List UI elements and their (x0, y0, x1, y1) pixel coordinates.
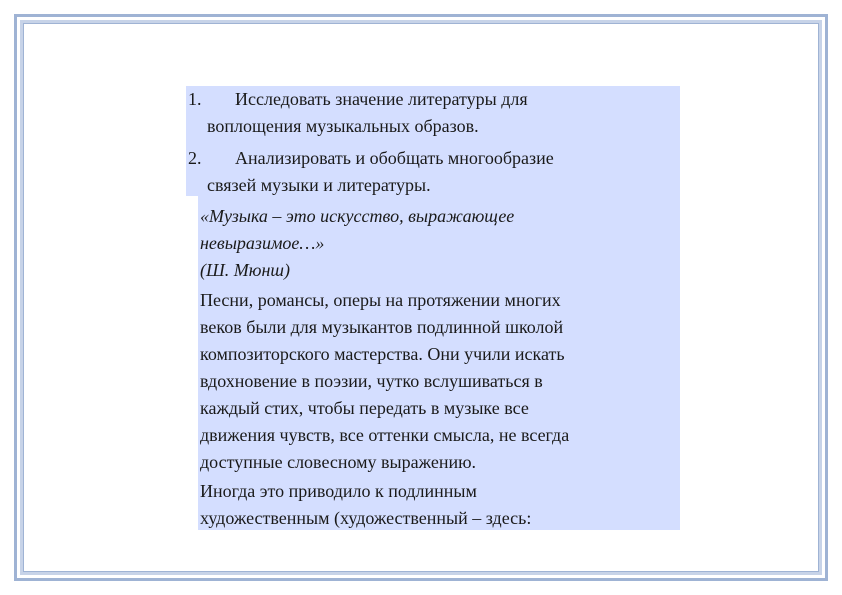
goal-number: 1. (188, 89, 202, 109)
epigraph-quote (200, 203, 670, 284)
paragraph-1 (200, 287, 670, 476)
quote-line: «Музыка – это искусство, выражающее (200, 206, 515, 226)
quote-author: (Ш. Мюнш) (200, 260, 290, 280)
goal-number: 2. (188, 148, 202, 168)
quote-line: невыразимое…» (200, 233, 325, 253)
paragraph-line: Песни, романсы, оперы на протяжении многих (200, 290, 561, 310)
paragraph-line: доступные словесному выражению. (200, 452, 477, 472)
paragraph-line: Иногда это приводило к подлинным (200, 481, 477, 501)
paragraph-line: каждый стих, чтобы передать в музыке все (200, 398, 529, 418)
paragraph-line: веков были для музыкантов подлинной школой (200, 317, 564, 337)
goal-item-1 (188, 86, 668, 140)
paragraph-line: композиторского мастерства. Они учили искать (200, 344, 565, 364)
goal-item-2 (188, 145, 668, 199)
paragraph-2 (200, 478, 670, 532)
paragraph-line: художественным (художественный – здесь: (200, 508, 532, 528)
goal-line: Исследовать значение литературы для (235, 89, 528, 109)
goal-line: Анализировать и обобщать многообразие (235, 148, 554, 168)
paragraph-line: вдохновение в поэзии, чутко вслушиваться в (200, 371, 543, 391)
goal-line: связей музыки и литературы. (207, 175, 431, 195)
goal-line: воплощения музыкальных образов. (207, 116, 479, 136)
paragraph-line: движения чувств, все оттенки смысла, не всегда (200, 425, 570, 445)
